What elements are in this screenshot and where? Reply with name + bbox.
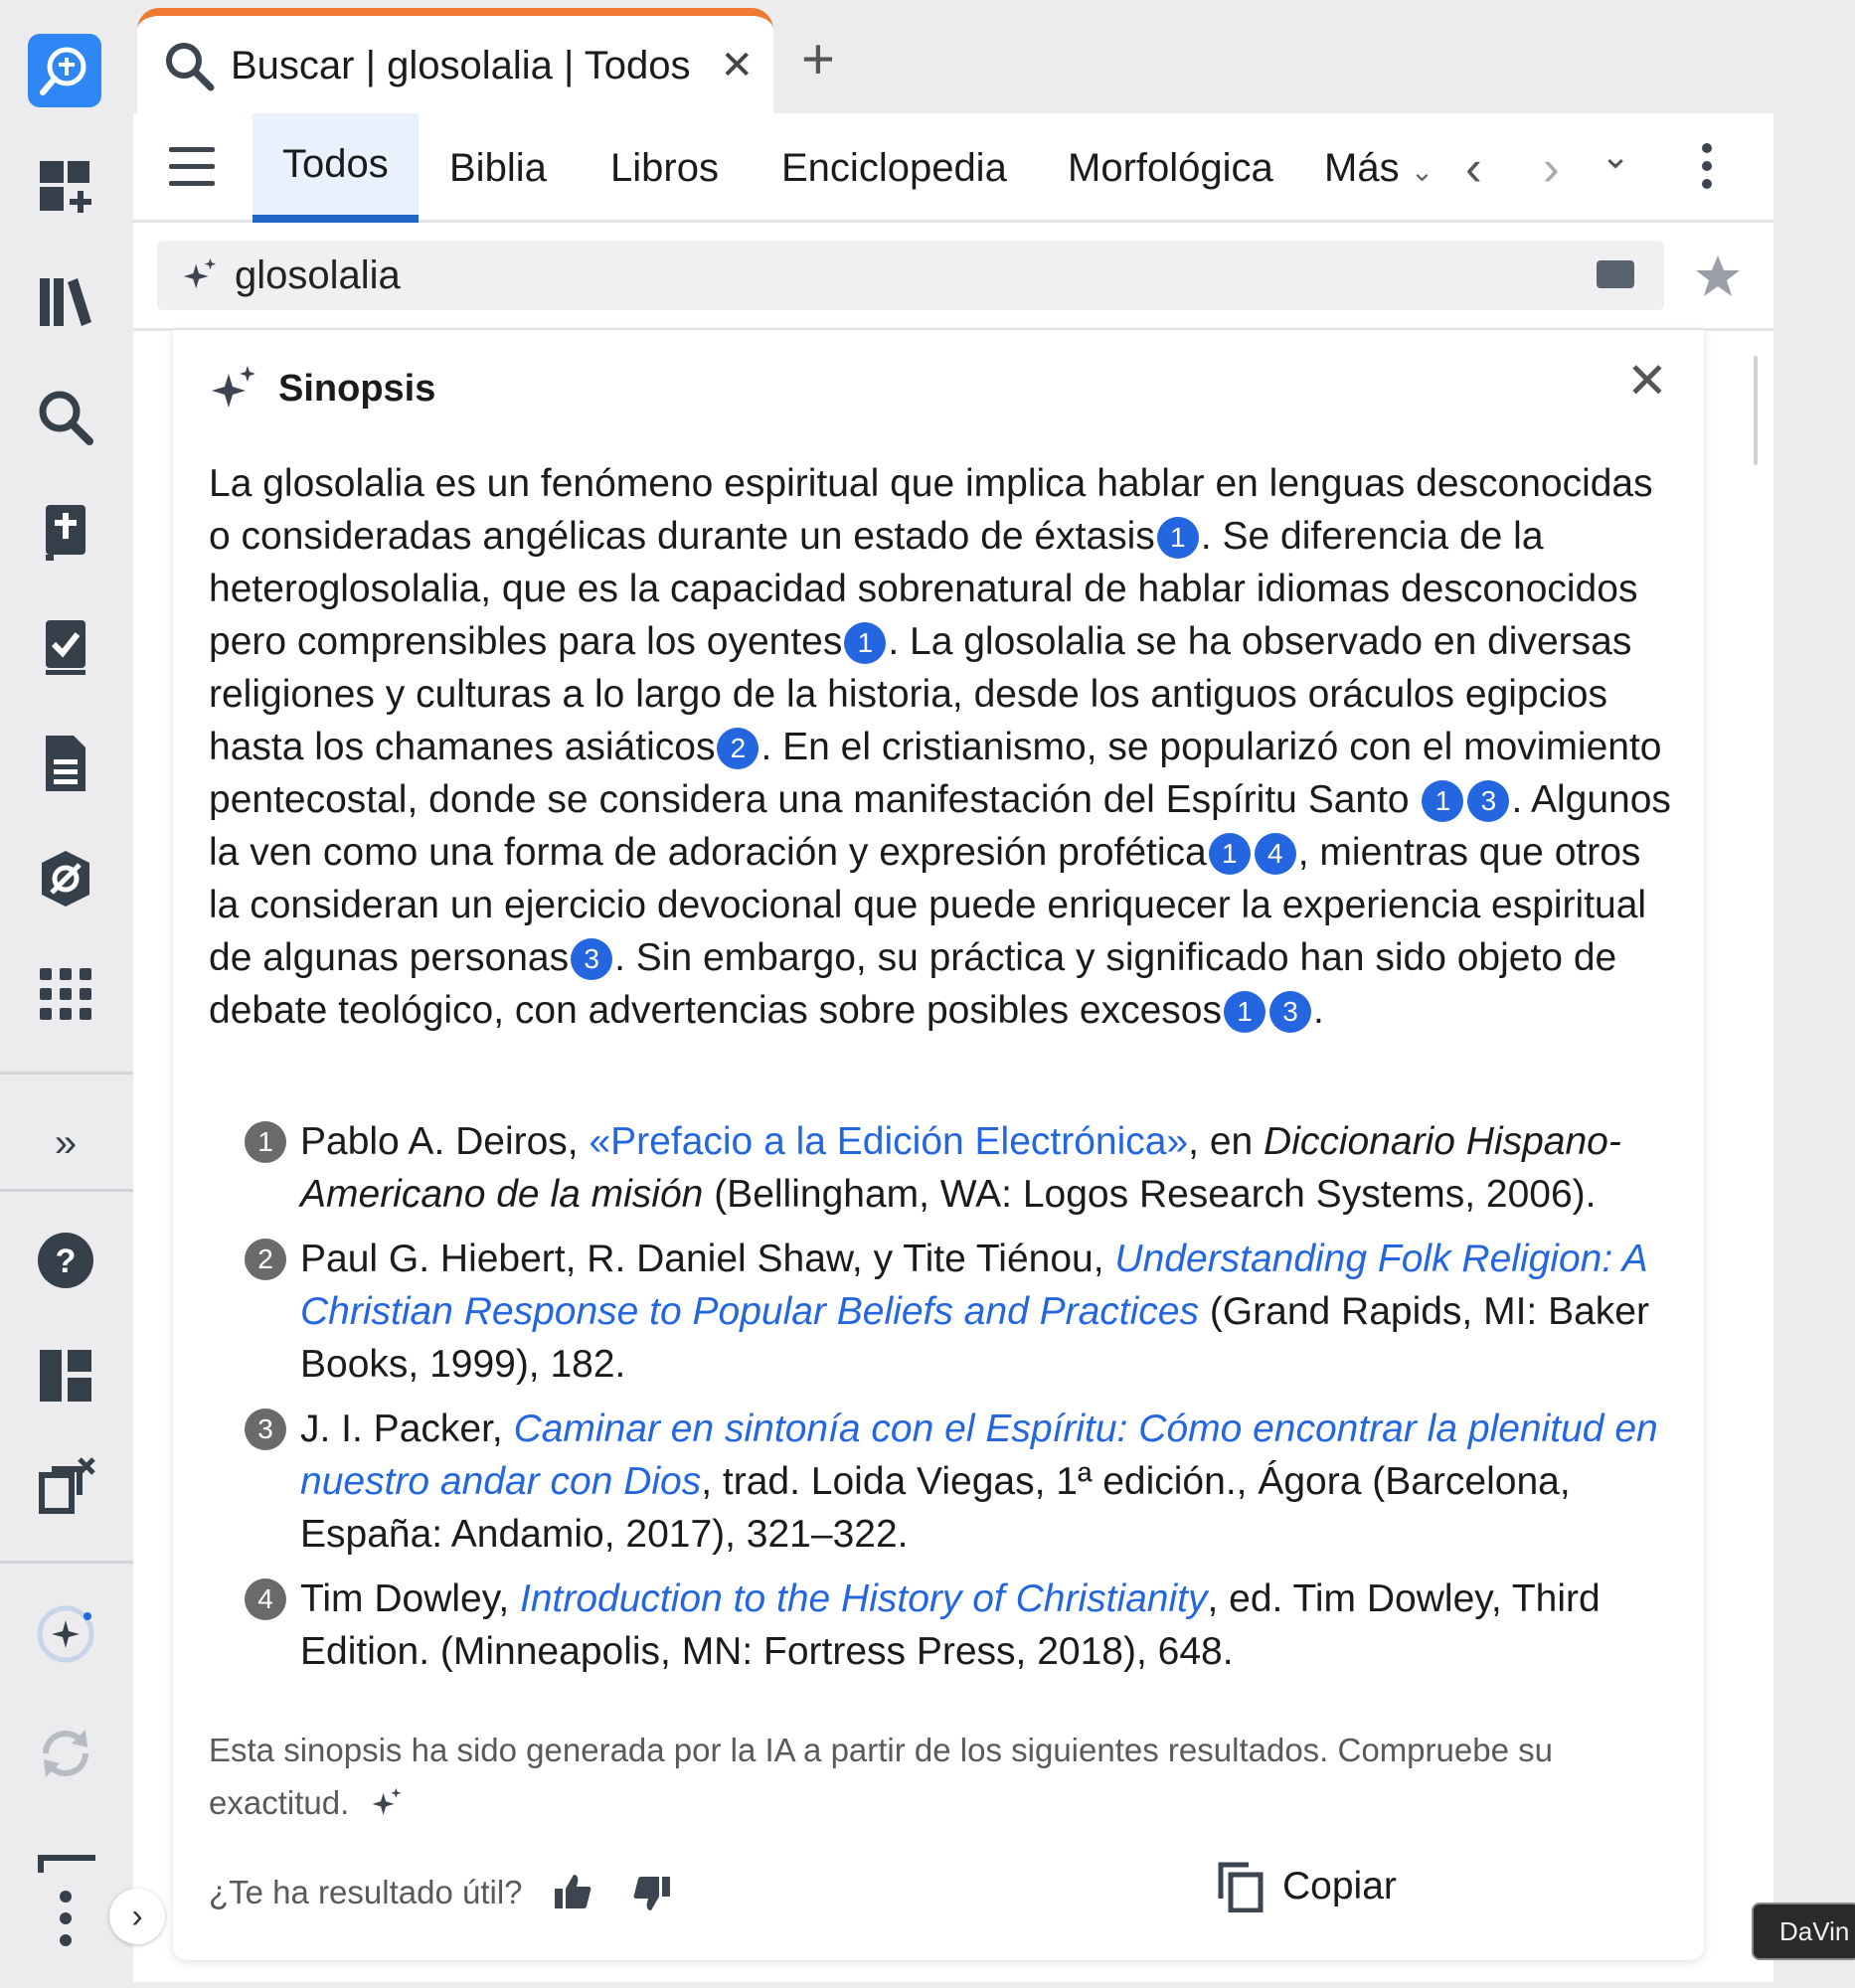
tab-title: Buscar | glosolalia | Todos [231,43,691,87]
close-tab-icon[interactable]: ✕ [720,44,755,87]
library-icon[interactable] [26,262,105,342]
reading-plan-icon[interactable] [26,608,105,688]
apps-grid-icon[interactable] [26,954,105,1034]
search-panel [133,113,1773,1982]
thumbs-up-icon[interactable] [553,1873,592,1912]
document-icon[interactable] [26,724,105,803]
reference-link[interactable]: Caminar en sintonía con el Espíritu: Cómo encontrar la plenitud en nuestro andar con Dios [300,1408,1658,1503]
citation-badge[interactable]: 1 [844,622,886,664]
synopsis-title: Sinopsis [278,367,436,410]
ai-assistant-icon[interactable] [26,1594,105,1674]
reference-link[interactable]: Understanding Folk Religion: A Christian Response to Popular Beliefs and Practices [300,1238,1647,1333]
copy-button[interactable] [1217,1861,1397,1912]
thumbs-down-icon[interactable] [632,1873,672,1912]
tab-biblia[interactable]: Biblia [449,146,547,190]
layouts-icon[interactable] [26,1336,105,1415]
close-panels-icon[interactable] [26,1447,105,1527]
reference-number: 1 [245,1121,286,1163]
search-input[interactable] [157,241,1664,310]
sparkle-icon [209,364,258,414]
reference-item [245,1233,1676,1391]
reference-text: , en [1188,1120,1265,1163]
synopsis-sentence: , mientras que otros la consideran un ejercicio devocional que puede enriquecer la experiencia espiritual de algunas personas [209,831,1647,979]
svg-text:?: ? [55,1242,77,1280]
reference-item [245,1573,1676,1678]
tab-more[interactable] [1324,113,1433,223]
reference-link[interactable]: Introduction to the History of Christianity [520,1577,1208,1620]
synopsis-card [173,330,1704,1960]
search-icon [161,38,217,93]
bible-icon[interactable] [26,493,105,573]
more-options-icon[interactable] [26,1879,105,1958]
favorite-star-icon[interactable] [1694,252,1742,300]
citation-badge[interactable]: 3 [1269,991,1311,1033]
disclaimer-text: Esta sinopsis ha sido generada por la IA a partir de los siguientes resultados. Compruebe su exactitud. [209,1732,1553,1821]
tab-morfologica[interactable]: Morfológica [1068,146,1273,190]
tab-enciclopedia[interactable]: Enciclopedia [781,146,1007,190]
forward-arrow-icon[interactable]: › [1543,140,1560,196]
citation-badge[interactable]: 3 [571,938,612,980]
reference-text: , trad. Loida Viegas, 1ª edición., Ágora (Barcelona, España: Andamio, 2017), 321–322. [300,1460,1571,1556]
hidden-book-icon[interactable] [26,839,105,918]
citation-badge[interactable]: 1 [1157,517,1199,559]
reference-author: Paul G. Hiebert, R. Daniel Shaw, y Tite Tiénou, [300,1238,1115,1280]
davinci-overlay[interactable]: DaVin [1752,1903,1855,1960]
citation-badge[interactable]: 2 [717,728,759,769]
search-tab[interactable] [137,8,773,115]
synopsis-sentence: . La glosolalia se ha observado en diversas religiones y culturas a lo largo de la historia, desde los antiguos oráculos egipcios hasta los chamanes asiáticos [209,620,1632,768]
reference-item [245,1403,1676,1561]
add-layout-icon[interactable] [26,147,105,227]
left-rail [0,0,133,1988]
scrollbar[interactable] [1754,356,1758,465]
reference-work: Diccionario Hispano-Americano de la misión [300,1120,1621,1216]
feedback-question: ¿Te ha resultado útil? [209,1874,523,1910]
synopsis-text [209,457,1672,1037]
back-arrow-icon[interactable]: ‹ [1465,140,1482,196]
reference-number: 2 [245,1239,286,1280]
sparkle-icon [181,256,219,294]
synopsis-sentence: La glosolalia es un fenómeno espiritual que implica hablar en lenguas desconocidas o consideradas angélicas durante un estado de éxtasis [209,462,1653,558]
tab-more-label: Más [1324,146,1400,190]
synopsis-header [209,364,435,414]
synopsis-sentence: . Algunos la ven como una forma de adoración y expresión profética [209,778,1671,874]
tab-libros[interactable]: Libros [610,146,719,190]
new-tab-button[interactable]: + [801,27,835,91]
keyboard-icon[interactable] [1597,260,1634,288]
rail-divider [0,1561,133,1564]
close-synopsis-icon[interactable]: ✕ [1626,353,1668,409]
reference-text: (Bellingham, WA: Logos Research Systems, 2006). [703,1173,1597,1216]
reference-text: , ed. Tim Dowley, Third Edition. (Minneapolis, MN: Fortress Press, 2018), 648. [300,1577,1601,1673]
reference-text: (Grand Rapids, MI: Baker Books, 1999), 182. [300,1290,1649,1386]
app-logo-icon[interactable] [28,34,101,107]
chevron-down-icon: ⌄ [1410,156,1434,187]
reference-number: 3 [245,1408,286,1450]
category-nav [133,113,1773,223]
sync-icon[interactable] [26,1714,105,1793]
ai-disclaimer [209,1724,1620,1829]
search-query: glosolalia [235,252,401,297]
history-dropdown-icon[interactable]: ⌄ [1601,135,1631,176]
help-icon[interactable] [26,1221,105,1300]
reference-author: Pablo A. Deiros, [300,1120,590,1163]
tab-todos[interactable]: Todos [253,113,419,223]
citation-badge[interactable]: 1 [1209,833,1251,875]
synopsis-sentence: . Sin embargo, su práctica y significado han sido objeto de debate teológico, con advertencias sobre posibles excesos [209,936,1617,1032]
menu-icon[interactable] [169,147,215,187]
kebab-menu-icon[interactable] [1702,143,1714,193]
citation-badge[interactable]: 1 [1422,780,1463,822]
rail-divider [0,1072,133,1075]
reference-item [245,1115,1676,1221]
rail-toggle-button[interactable]: › [109,1889,165,1944]
synopsis-sentence: . Se diferencia de la heteroglosolalia, que es la capacidad sobrenatural de hablar idiomas desconocidos pero comprensibles para los oyentes [209,515,1638,663]
synopsis-sentence: . [1312,989,1324,1032]
rail-divider [0,1189,133,1192]
copy-icon [1217,1861,1265,1912]
synopsis-sentence: . En el cristianismo, se popularizó con el movimiento pentecostal, donde se considera una manifestación del Espíritu Santo [209,726,1662,821]
reference-number: 4 [245,1578,286,1620]
copy-label: Copiar [1282,1865,1397,1907]
reference-author: Tim Dowley, [300,1577,521,1620]
reference-list [245,1115,1676,1690]
citation-badge[interactable]: 1 [1224,991,1265,1033]
citation-badge[interactable]: 4 [1255,833,1296,875]
search-icon[interactable] [26,378,105,457]
expand-rail-icon[interactable]: » [54,1121,78,1165]
citation-badge[interactable]: 3 [1467,780,1509,822]
feedback-row [209,1873,672,1912]
reference-link[interactable]: «Prefacio a la Edición Electrónica» [589,1120,1189,1163]
reference-author: J. I. Packer, [300,1408,514,1450]
sparkle-icon [370,1786,404,1820]
